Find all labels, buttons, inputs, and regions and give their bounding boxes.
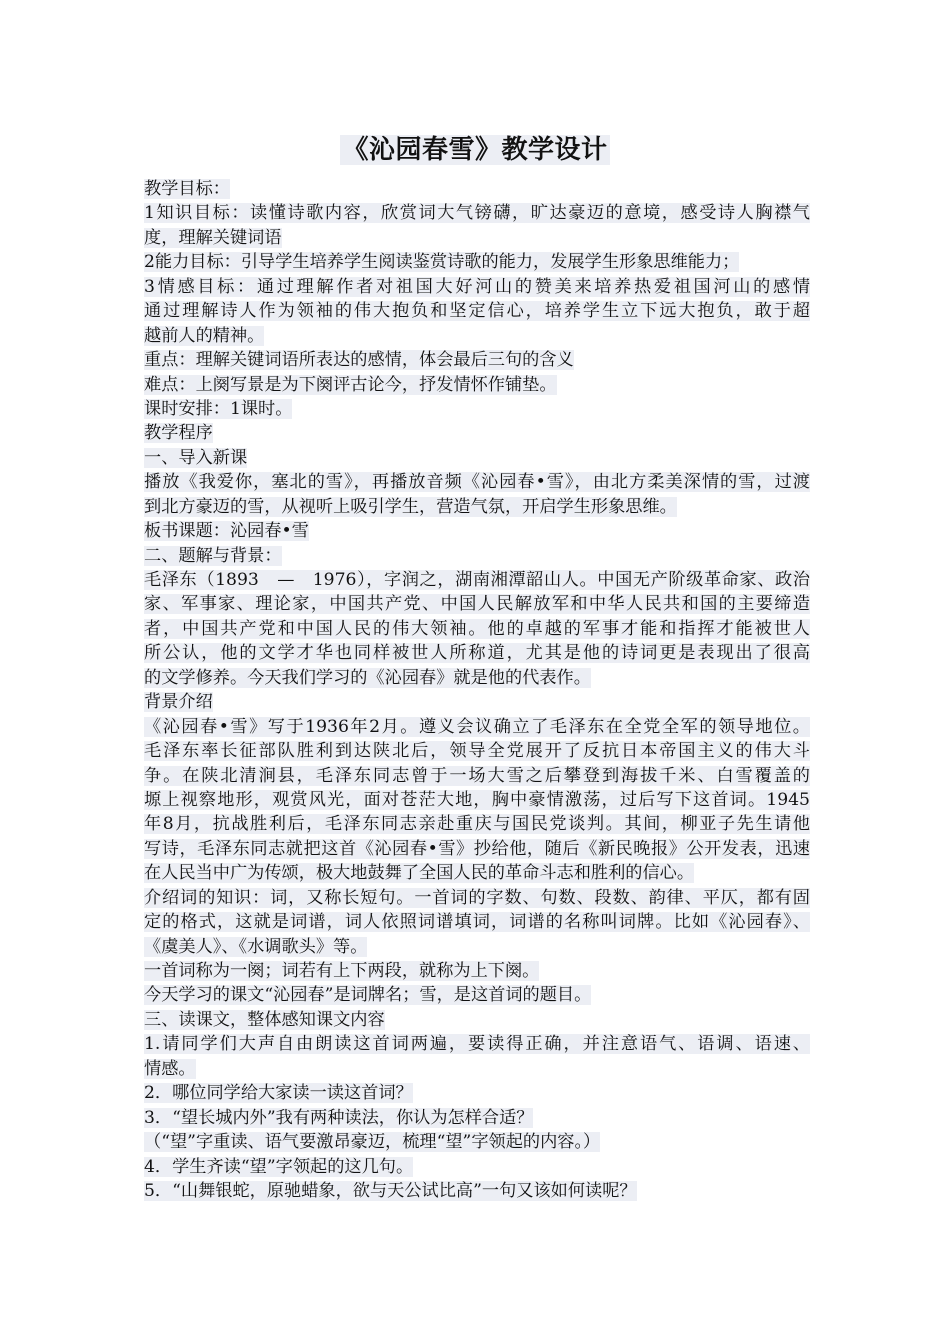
text-line-content: 介绍词的知识：词，又称长短句。一首词的字数、句数、段数、韵律、平仄，都有固 (144, 887, 810, 908)
text-line-content: 定的格式，这就是词谱，词人依照词谱填词，词谱的名称叫词牌。比如《沁园春》、 (144, 912, 810, 933)
text-line (144, 1081, 810, 1105)
document-title (0, 133, 950, 167)
text-line-content: 二、题解与背景： (144, 545, 282, 566)
text-line-content: 播放《我爱你，塞北的雪》，再播放音频《沁园春•雪》，由北方柔美深情的雪，过渡 (144, 472, 810, 493)
text-line-content: 度，理解关键词语 (144, 227, 282, 248)
text-line (144, 1155, 810, 1179)
text-line-content: 1.请同学们大声自由朗读这首词两遍，要读得正确，并注意语气、语调、语速、 (144, 1034, 810, 1055)
text-line (144, 226, 810, 250)
text-line (144, 275, 810, 299)
text-line-content: （“望”字重读、语气要激昂豪迈，梳理“望”字领起的内容。） (144, 1132, 601, 1153)
text-line (144, 935, 810, 959)
text-line-content: 毛泽东（1893 — 1976），字润之，湖南湘潭韶山人。中国无产阶级革命家、政治 (144, 570, 810, 590)
text-line-content: 课时安排：1课时。 (144, 398, 293, 419)
text-line (144, 812, 810, 836)
text-line-content: 所公认，他的文学才华也同样被世人所称道，尤其是他的诗词更是表现出了很高 (144, 643, 810, 664)
text-line (144, 397, 810, 421)
text-line (144, 861, 810, 885)
text-line-content: 的文学修养。今天我们学习的《沁园春》就是他的代表作。 (144, 667, 591, 688)
text-line-content: 3．“望长城内外”我有两种读法，你认为怎样合适？ (144, 1107, 534, 1128)
text-line-content: 4．学生齐读“望”字领起的这几句。 (144, 1156, 414, 1177)
text-line (144, 641, 810, 665)
text-line (144, 666, 810, 690)
text-line-content: 在人民当中广为传颂，极大地鼓舞了全国人民的革命斗志和胜利的信心。 (144, 863, 695, 884)
text-line-content: 《虞美人》、《水调歌头》等。 (144, 936, 368, 957)
document-title-text: 《沁园春雪》教学设计 (342, 135, 608, 165)
text-line (144, 177, 810, 201)
text-line-content: 毛泽东率长征部队胜利到达陕北后，领导全党展开了反抗日本帝国主义的伟大斗 (144, 741, 810, 762)
text-line (144, 1179, 810, 1203)
text-line (144, 250, 810, 274)
text-line-content: 情感。 (144, 1058, 196, 1079)
text-line-content: 难点：上阕写景是为下阕评古论今，抒发情怀作铺垫。 (144, 374, 557, 395)
text-line (144, 886, 810, 910)
text-line-content: 到北方豪迈的雪，从视听上吸引学生，营造气氛，开启学生形象思维。 (144, 496, 677, 517)
text-line (144, 470, 810, 494)
text-line (144, 519, 810, 543)
text-line-content: 重点：理解关键词语所表达的感情，体会最后三句的含义 (144, 350, 574, 371)
text-line-content: 通过理解诗人作为领袖的伟大抱负和坚定信心，培养学生立下远大抱负，敢于超 (144, 301, 810, 322)
text-line-content: 2能力目标：引导学生培养学生阅读鉴赏诗歌的能力，发展学生形象思维能力； (144, 252, 740, 273)
text-line (144, 495, 810, 519)
text-line (144, 788, 810, 812)
text-line-content: 教学目标： (144, 179, 230, 199)
text-line (144, 544, 810, 568)
text-line (144, 201, 810, 225)
text-line (144, 837, 810, 861)
text-line-content: 三、读课文，整体感知课文内容 (144, 1009, 385, 1030)
document-body (144, 177, 810, 1203)
text-line-content: 2．哪位同学给大家读一读这首词？ (144, 1083, 413, 1104)
text-line (144, 983, 810, 1007)
text-line (144, 1130, 810, 1154)
text-line-content: 一、导入新课 (144, 447, 248, 468)
text-line-content: 家、军事家、理论家，中国共产党、中国人民解放军和中华人民共和国的主要缔造 (144, 594, 810, 615)
text-line-content: 写诗，毛泽东同志就把这首《沁园春•雪》抄给他，随后《新民晚报》公开发表，迅速 (144, 838, 810, 859)
text-line-content: 《沁园春•雪》写于1936年2月。遵义会议确立了毛泽东在全党全军的领导地位。 (144, 716, 810, 737)
text-line (144, 1106, 810, 1130)
text-line (144, 299, 810, 323)
text-line (144, 1008, 810, 1032)
text-line-content: 一首词称为一阕；词若有上下两段，就称为上下阕。 (144, 961, 540, 981)
text-line-content: 3情感目标：通过理解作者对祖国大好河山的赞美来培养热爱祖国河山的感情 (144, 276, 810, 297)
text-line-content: 板书课题：沁园春•雪 (144, 521, 309, 542)
text-line (144, 715, 810, 739)
text-line (144, 348, 810, 372)
text-line (144, 1057, 810, 1081)
text-line-content: 1知识目标：读懂诗歌内容，欣赏词大气镑礴，旷达豪迈的意境，感受诗人胸襟气 (144, 203, 810, 224)
text-line (144, 568, 810, 592)
text-line (144, 592, 810, 616)
text-line (144, 690, 810, 714)
text-line (144, 373, 810, 397)
text-line-content: 教学程序 (144, 423, 213, 444)
text-line (144, 324, 810, 348)
text-line-content: 年8月，抗战胜利后，毛泽东同志亲赴重庆与国民党谈判。其间，柳亚子先生请他 (144, 814, 810, 835)
text-line (144, 739, 810, 763)
text-line (144, 910, 810, 934)
text-line-content: 5．“山舞银蛇，原驰蜡象，欲与天公试比高”一句又该如何读呢？ (144, 1180, 637, 1201)
text-line (144, 764, 810, 788)
text-line-content: 争。在陕北清涧县，毛泽东同志曾于一场大雪之后攀登到海拔千米、白雪覆盖的 (144, 765, 810, 786)
text-line-content: 越前人的精神。 (144, 325, 265, 346)
text-line-content: 塬上视察地形，观赏风光，面对苍茫大地，胸中豪情激荡，过后写下这首词。1945 (144, 789, 810, 810)
text-line (144, 421, 810, 445)
text-line (144, 617, 810, 641)
text-line-content: 背景介绍 (144, 692, 213, 713)
text-line-content: 今天学习的课文“沁园春”是词牌名；雪，是这首词的题目。 (144, 985, 592, 1006)
text-line-content: 者，中国共产党和中国人民的伟大领袖。他的卓越的军事才能和指挥才能被世人 (144, 618, 810, 639)
text-line (144, 959, 810, 983)
text-line (144, 1032, 810, 1056)
text-line (144, 446, 810, 470)
